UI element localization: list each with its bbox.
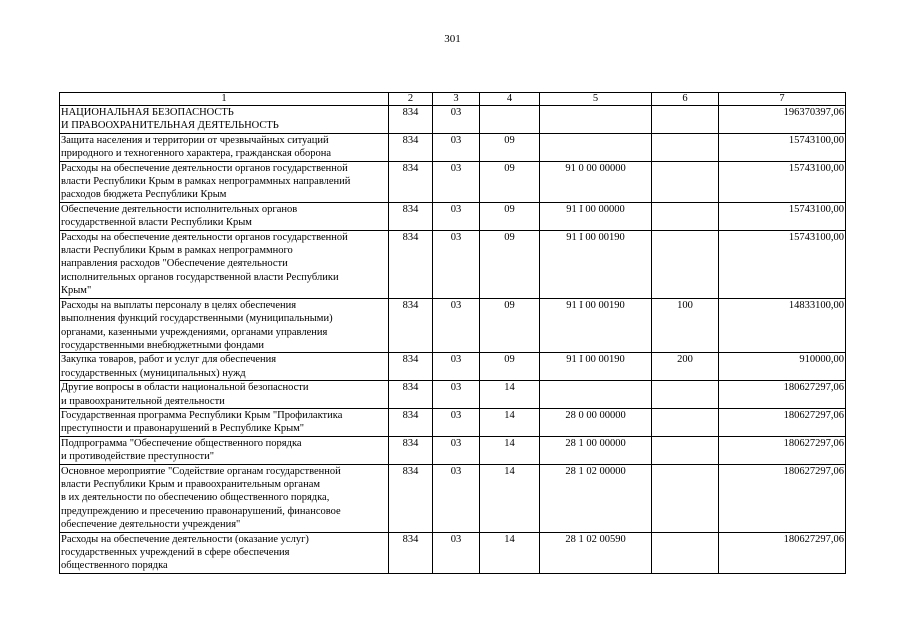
cell-c5 (540, 133, 652, 161)
cell-c4: 09 (480, 133, 540, 161)
cell-c2: 834 (389, 230, 433, 298)
cell-c6 (652, 161, 719, 202)
cell-c5: 28 1 02 00000 (540, 464, 652, 532)
table-row (60, 161, 846, 202)
cell-c5: 91 I 00 00190 (540, 298, 652, 353)
budget-table (59, 92, 846, 574)
row-name (60, 106, 389, 134)
name-line: выполнения функций государственными (муниципальными) (61, 313, 333, 325)
cell-c3: 03 (433, 133, 480, 161)
name-line: Государственная программа Республики Крым "Профилактика (61, 409, 343, 421)
name-line: государственными внебюджетными фондами (61, 339, 265, 351)
cell-c4: 09 (480, 298, 540, 353)
cell-c3: 03 (433, 381, 480, 409)
name-line: Подпрограмма "Обеспечение общественного порядка (61, 437, 302, 449)
cell-c6 (652, 381, 719, 409)
name-line: власти Республики Крым в рамках непрограммного (61, 245, 293, 257)
cell-c2: 834 (389, 464, 433, 532)
name-line: Защита населения и территории от чрезвычайных ситуаций (61, 134, 329, 146)
row-name (60, 133, 389, 161)
name-line: в их деятельности по обеспечению общественного порядка, (61, 492, 330, 504)
table-header-row (60, 93, 846, 106)
table-row (60, 106, 846, 134)
cell-c3: 03 (433, 408, 480, 436)
cell-c5: 91 I 00 00190 (540, 230, 652, 298)
cell-c4: 14 (480, 408, 540, 436)
cell-amount: 14833100,00 (719, 298, 846, 353)
cell-c2: 834 (389, 532, 433, 573)
name-line: НАЦИОНАЛЬНАЯ БЕЗОПАСНОСТЬ (61, 107, 234, 118)
cell-c6 (652, 230, 719, 298)
cell-c6 (652, 133, 719, 161)
row-name (60, 202, 389, 230)
cell-amount: 15743100,00 (719, 230, 846, 298)
column-header: 7 (719, 93, 846, 106)
cell-c2: 834 (389, 106, 433, 134)
cell-c3: 03 (433, 464, 480, 532)
cell-amount: 180627297,06 (719, 532, 846, 573)
table-row (60, 230, 846, 298)
name-line: государственных учреждений в сфере обеспечения (61, 547, 290, 558)
cell-c6 (652, 464, 719, 532)
table-row (60, 408, 846, 436)
name-line: Расходы на обеспечение деятельности (оказание услуг) (61, 533, 309, 545)
cell-amount: 180627297,06 (719, 436, 846, 464)
name-line: исполнительных органов государственной власти Республики (61, 271, 339, 283)
column-header: 1 (60, 93, 389, 106)
cell-c3: 03 (433, 353, 480, 381)
cell-c5: 91 I 00 00190 (540, 353, 652, 381)
cell-amount: 15743100,00 (719, 133, 846, 161)
name-line: предупреждению и пресечению правонарушений, финансовое (61, 505, 341, 517)
cell-c4: 09 (480, 230, 540, 298)
name-line: государственной власти Республики Крым (61, 217, 252, 229)
cell-c5: 91 0 00 00000 (540, 161, 652, 202)
name-line: обеспечение деятельности учреждения" (61, 519, 241, 531)
name-line: Расходы на обеспечение деятельности органов государственной (61, 231, 348, 243)
name-line: направления расходов "Обеспечение деятельности (61, 258, 288, 270)
cell-amount: 180627297,06 (719, 408, 846, 436)
cell-amount: 196370397,06 (719, 106, 846, 134)
cell-c5: 28 1 02 00590 (540, 532, 652, 573)
cell-amount: 15743100,00 (719, 202, 846, 230)
row-name (60, 464, 389, 532)
cell-c3: 03 (433, 436, 480, 464)
table-row (60, 436, 846, 464)
cell-c2: 834 (389, 408, 433, 436)
name-line: Закупка товаров, работ и услуг для обеспечения (61, 354, 277, 366)
cell-c6 (652, 202, 719, 230)
table-row (60, 133, 846, 161)
cell-amount: 15743100,00 (719, 161, 846, 202)
cell-c4 (480, 106, 540, 134)
cell-c3: 03 (433, 298, 480, 353)
cell-c3: 03 (433, 161, 480, 202)
cell-amount: 910000,00 (719, 353, 846, 381)
name-line: Основное мероприятие "Содействие органам государственной (61, 465, 341, 477)
cell-c5: 28 1 00 00000 (540, 436, 652, 464)
row-name (60, 532, 389, 573)
cell-c5 (540, 106, 652, 134)
name-line: Расходы на выплаты персоналу в целях обеспечения (61, 299, 297, 311)
row-name (60, 161, 389, 202)
cell-c6: 100 (652, 298, 719, 353)
cell-c4: 14 (480, 464, 540, 532)
cell-c2: 834 (389, 381, 433, 409)
cell-c2: 834 (389, 298, 433, 353)
row-name (60, 408, 389, 436)
cell-c4: 14 (480, 381, 540, 409)
cell-c5 (540, 381, 652, 409)
name-line: и правоохранительной деятельности (61, 395, 225, 407)
cell-c4: 09 (480, 202, 540, 230)
cell-c3: 03 (433, 202, 480, 230)
column-header: 5 (540, 93, 652, 106)
name-line: общественного порядка (61, 560, 168, 572)
name-line: органами, казенными учреждениями, органами управления (61, 326, 328, 338)
row-name (60, 298, 389, 353)
name-line: Обеспечение деятельности исполнительных органов (61, 203, 298, 215)
column-header: 3 (433, 93, 480, 106)
cell-c6: 200 (652, 353, 719, 381)
name-line: власти Республики Крым в рамках непрограммных направлений (61, 176, 351, 188)
column-header: 2 (389, 93, 433, 106)
cell-c6 (652, 106, 719, 134)
table-row (60, 532, 846, 573)
cell-c6 (652, 532, 719, 573)
name-line: расходов бюджета Республики Крым (61, 189, 227, 201)
cell-c3: 03 (433, 230, 480, 298)
cell-c3: 03 (433, 532, 480, 573)
page-number: 301 (444, 33, 461, 45)
cell-c5: 28 0 00 00000 (540, 408, 652, 436)
cell-c5: 91 I 00 00000 (540, 202, 652, 230)
cell-c2: 834 (389, 436, 433, 464)
cell-c6 (652, 436, 719, 464)
table-row (60, 464, 846, 532)
cell-c4: 09 (480, 161, 540, 202)
cell-c2: 834 (389, 133, 433, 161)
row-name (60, 353, 389, 381)
cell-c4: 14 (480, 436, 540, 464)
row-name (60, 381, 389, 409)
cell-c2: 834 (389, 353, 433, 381)
cell-c6 (652, 408, 719, 436)
cell-c3: 03 (433, 106, 480, 134)
row-name (60, 436, 389, 464)
table-row (60, 298, 846, 353)
cell-amount: 180627297,06 (719, 464, 846, 532)
cell-c4: 09 (480, 353, 540, 381)
cell-c2: 834 (389, 202, 433, 230)
column-header: 4 (480, 93, 540, 106)
table-row (60, 202, 846, 230)
name-line: природного и техногенного характера, гражданская оборона (61, 148, 332, 160)
row-name (60, 230, 389, 298)
name-line: И ПРАВООХРАНИТЕЛЬНАЯ ДЕЯТЕЛЬНОСТЬ (61, 120, 279, 132)
column-header: 6 (652, 93, 719, 106)
name-line: Другие вопросы в области национальной безопасности (61, 382, 309, 394)
name-line: власти Республики Крым и правоохранительным органам (61, 478, 320, 490)
name-line: государственных (муниципальных) нужд (61, 367, 246, 379)
cell-c2: 834 (389, 161, 433, 202)
name-line: Расходы на обеспечение деятельности органов государственной (61, 162, 348, 174)
cell-amount: 180627297,06 (719, 381, 846, 409)
name-line: и противодействие преступности" (61, 451, 215, 463)
table-row (60, 381, 846, 409)
name-line: Крым" (61, 285, 92, 297)
cell-c4: 14 (480, 532, 540, 573)
table-row (60, 353, 846, 381)
name-line: преступности и правонарушений в Республике Крым" (61, 423, 305, 435)
